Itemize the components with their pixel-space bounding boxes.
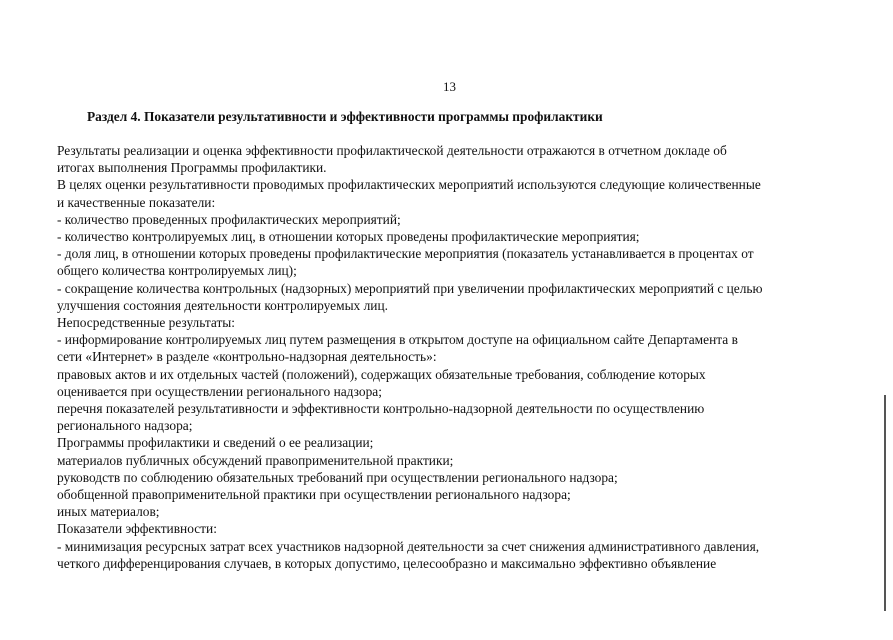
text-line: иных материалов; xyxy=(57,504,160,520)
text-line: правовых актов и их отдельных частей (положений), содержащих обязательные требования, соблюдение которых xyxy=(57,366,706,382)
text-line: четкого дифференцирования случаев, в которых допустимо, целесообразно и максимально эффективно объявление xyxy=(57,555,717,571)
text-line: итогах выполнения Программы профилактики. xyxy=(57,160,327,176)
text-line: руководств по соблюдению обязательных требований при осуществлении регионального надзора; xyxy=(57,469,618,485)
text-line: - информирование контролируемых лиц путем размещения в открытом доступе на официальном сайте Департамента в xyxy=(57,332,738,348)
text-line: материалов публичных обсуждений правоприменительной практики; xyxy=(57,452,454,468)
text-line: Программы профилактики и сведений о ее реализации; xyxy=(57,435,374,451)
scan-edge-line xyxy=(884,395,886,611)
text-line: Непосредственные результаты: xyxy=(57,315,236,331)
text-line: В целях оценки результативности проводимых профилактических мероприятий используются следующие количественные xyxy=(57,177,761,193)
document-body xyxy=(57,142,847,572)
text-line: общего количества контролируемых лиц); xyxy=(57,263,297,279)
section-title: Раздел 4. Показатели результативности и эффективности программы профилактики xyxy=(87,109,603,124)
text-line: улучшения состояния деятельности контролируемых лиц. xyxy=(57,297,388,313)
text-line: оценивается при осуществлении регионального надзора; xyxy=(57,383,382,399)
text-line: и качественные показатели: xyxy=(57,194,216,210)
text-line: - количество проведенных профилактических мероприятий; xyxy=(57,211,401,227)
text-line: перечня показателей результативности и эффективности контрольно-надзорной деятельности по осуществлению xyxy=(57,401,705,417)
text-line: Показатели эффективности: xyxy=(57,521,217,537)
text-line: - сокращение количества контрольных (надзорных) мероприятий при увеличении профилактических мероприятий с целью xyxy=(57,280,763,296)
text-line: - количество контролируемых лиц, в отношении которых проведены профилактические мероприятия; xyxy=(57,229,640,245)
text-line: регионального надзора; xyxy=(57,418,193,434)
text-line: Результаты реализации и оценка эффективности профилактической деятельности отражаются в отчетном докладе об xyxy=(57,143,727,158)
text-line: сети «Интернет» в разделе «контрольно-надзорная деятельность»: xyxy=(57,349,437,365)
text-line: - минимизация ресурсных затрат всех участников надзорной деятельности за счет снижения административного давления, xyxy=(57,538,760,554)
text-line: - доля лиц, в отношении которых проведены профилактические мероприятия (показатель устанавливается в процентах от xyxy=(57,246,754,262)
page-number: 13 xyxy=(443,79,456,94)
text-line: обобщенной правоприменительной практики при осуществлении регионального надзора; xyxy=(57,487,571,503)
